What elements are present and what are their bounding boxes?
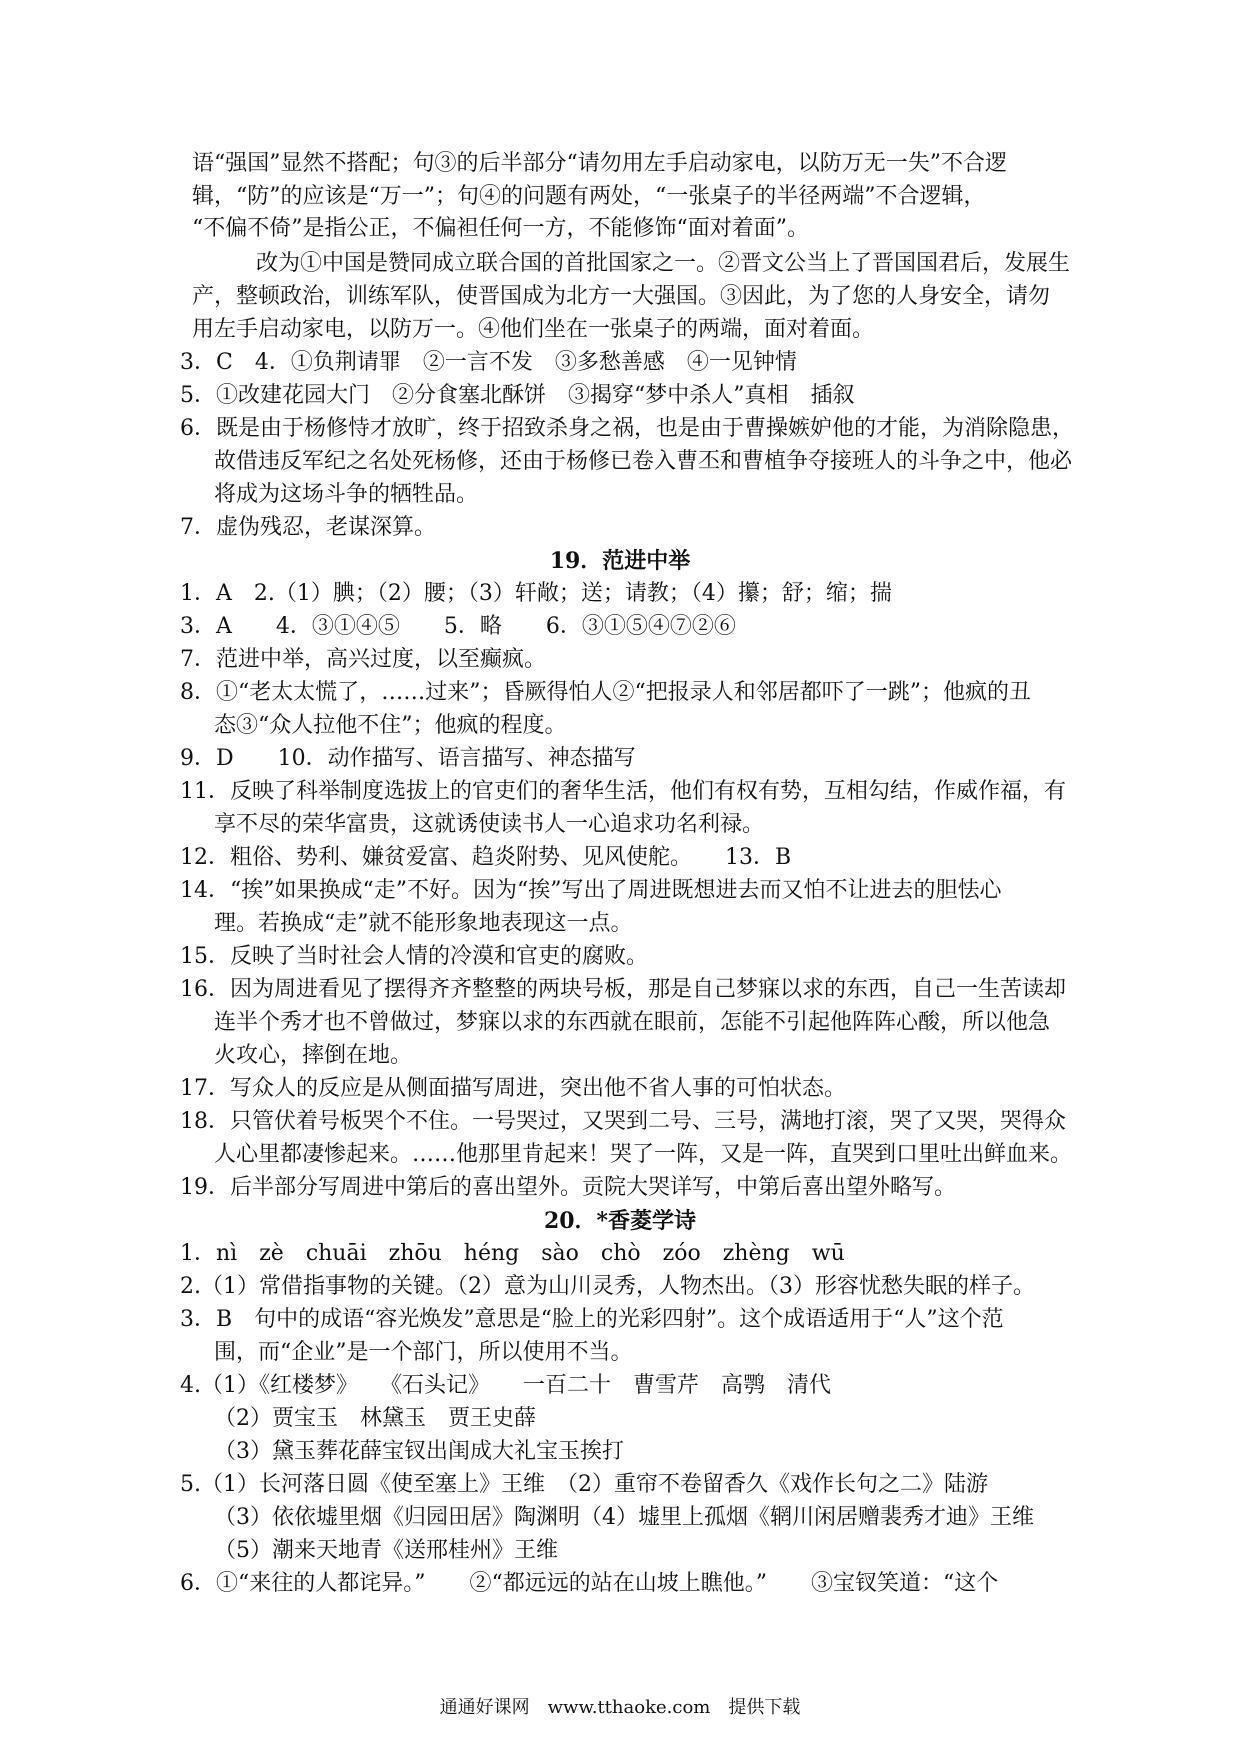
answer-line: 12．粗俗、势利、嫌贫爱富、趋炎附势、见风使舵。 13．B [180,845,792,870]
text-line: 火攻心，摔倒在地。 [214,1043,413,1068]
answer-line: 9．D 10．动作描写、语言描写、神态描写 [180,746,636,771]
text-line: 连半个秀才也不曾做过，梦寐以求的东西就在眼前，怎能不引起他阵阵心酸，所以他急 [214,1010,1051,1035]
text-line: 产，整顿政治，训练军队，使晋国成为北方一大强国。③因此，为了您的人身安全，请勿 [192,284,1051,309]
answer-line: 1．nì zè chuāi zhōu héng sào chò zóo zhèng wū [180,1241,845,1266]
answer-line: 3．C 4．①负荆请罪 ②一言不发 ③多愁善感 ④一见钟情 [180,350,797,375]
answer-line: 6．既是由于杨修恃才放旷，终于招致杀身之祸，也是由于曹操嫉妒他的才能，为消除隐患， [180,416,1075,441]
answer-line: 18．只管伏着号板哭个不住。一号哭过，又哭到二号、三号，满地打滚，哭了又哭，哭得众 [180,1109,1066,1134]
answer-line: 2.（1）常借指事物的关键。（2）意为山川灵秀，人物杰出。（3）形容忧愁失眠的样子。 [180,1274,1035,1299]
answer-line: 16．因为周进看见了摆得齐齐整整的两块号板，那是自己梦寐以求的东西，自己一生苦读却 [180,977,1066,1002]
text-line: 改为①中国是赞同成立联合国的首批国家之一。②晋文公当上了晋国国君后，发展生 [256,251,1071,276]
text-line: 辑，“防”的应该是“万一”；句④的问题有两处，“一张桌子的半径两端”不合逻辑， [192,184,986,209]
text-line: 享不尽的荣华富贵，这就诱使读书人一心追求功名利禄。 [214,812,765,837]
answer-line: 6．①“来往的人都诧异。” ②“都远远的站在山坡上瞧他。” ③宝钗笑道：“这个 [180,1571,999,1596]
text-line: （3）黛玉葬花薛宝钗出闺成大礼宝玉挨打 [214,1439,624,1464]
text-line: （3）依依墟里烟《归园田居》陶渊明（4）墟里上孤烟《辋川闲居赠裴秀才迪》王维 [214,1505,1034,1530]
text-line: 故借违反军纪之名处死杨修，还由于杨修已卷入曹丕和曹植争夺接班人的斗争之中，他必 [214,449,1073,474]
text-line: 理。若换成“走”就不能形象地表现这一点。 [214,911,633,936]
text-line: 围，而“企业”是一个部门，所以使用不当。 [214,1340,633,1365]
answer-line: 1．A 2.（1）腆；（2）腰；（3）轩敞；送；请教；（4）攥；舒；缩；揣 [180,581,892,606]
answer-line: 19．后半部分写周进中第后的喜出望外。贡院大哭详写，中第后喜出望外略写。 [180,1175,956,1200]
answer-line: 4.（1）《红楼梦》 《石头记》 一百二十 曹雪芹 高鹗 清代 [180,1373,831,1398]
answer-line: 7．范进中举，高兴过度，以至癫疯。 [180,647,546,672]
text-line: （2）贾宝玉 林黛玉 贾王史薛 [214,1406,536,1431]
text-line: 语“强国”显然不搭配；句③的后半部分“请勿用左手启动家电，以防万无一失”不合逻 [192,151,1007,176]
text-line: 态③“众人拉他不住”；他疯的程度。 [214,713,567,738]
answer-line: 8．①“老太太慌了，……过来”；昏厥得怕人②“把报录人和邻居都吓了一跳”；他疯的丑 [180,680,1031,705]
answer-line: 5．①改建花园大门 ②分食塞北酥饼 ③揭穿“梦中杀人”真相 插叙 [180,383,855,408]
answer-line: 14．“挨”如果换成“走”不好。因为“挨”写出了周进既想进去而又怕不让进去的胆怯心 [180,878,1002,903]
text-line: 人心里都凄惨起来。……他那里肯起来！哭了一阵，又是一阵，直哭到口里吐出鲜血来。 [214,1142,1073,1167]
text-line: （5）潮来天地青《送邢桂州》王维 [214,1538,558,1563]
text-line: “不偏不倚”是指公正，不偏袒任何一方，不能修饰“面对着面”。 [192,216,809,241]
answer-line: 3．A 4．③①④⑤ 5．略 6．③①⑤④⑦②⑥ [180,614,736,639]
answer-line: 11．反映了科举制度选拔上的官吏们的奢华生活，他们有权有势，互相勾结，作威作福，有 [180,779,1066,804]
answer-line: 5.（1）长河落日圆《使至塞上》王维 （2）重帘不卷留香久《戏作长句之二》陆游 [180,1472,988,1497]
section-title: 19．范进中举 [549,548,691,574]
page-footer: 通通好课网 www.tthaoke.com 提供下载 [439,1697,801,1718]
section-title: 20．*香菱学诗 [543,1208,697,1234]
answer-line: 15．反映了当时社会人情的冷漠和官吏的腐败。 [180,944,648,969]
answer-line: 17．写众人的反应是从侧面描写周进，突出他不省人事的可怕状态。 [180,1076,846,1101]
text-line: 用左手启动家电，以防万一。④他们坐在一张桌子的两端，面对着面。 [192,317,875,342]
answer-line: 3．B 句中的成语“容光焕发”意思是“脸上的光彩四射”。这个成语适用于“人”这个范 [180,1307,1004,1332]
answer-line: 7．虚伪残忍，老谋深算。 [180,515,436,540]
text-line: 将成为这场斗争的牺牲品。 [214,482,479,507]
